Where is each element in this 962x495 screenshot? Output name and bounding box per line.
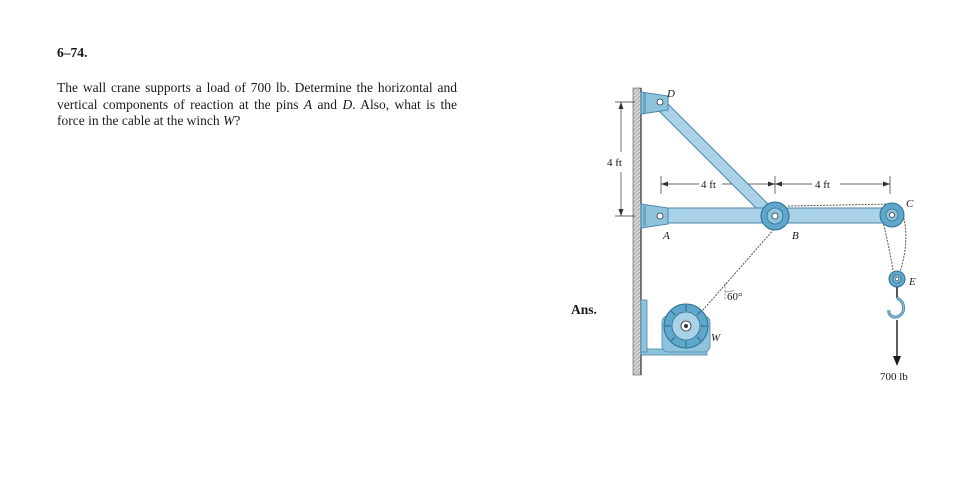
- point-e-label: E: [909, 276, 916, 288]
- horizontal-dimension-label-1: 4 ft: [701, 179, 716, 191]
- point-c-label: C: [906, 198, 914, 210]
- bracket-d: [641, 92, 668, 114]
- point-a-label: A: [663, 230, 670, 242]
- vertical-dimension-label: 4 ft: [607, 157, 622, 169]
- bracket-a: [641, 204, 668, 228]
- winch-label: W: [711, 332, 721, 344]
- pulley-e: [889, 271, 905, 298]
- winch-w-ref: W: [223, 113, 235, 129]
- pulley-c: [880, 203, 904, 227]
- winch: [641, 300, 710, 355]
- angle-label: 60°: [727, 291, 743, 303]
- problem-number: 6–74.: [57, 45, 88, 60]
- wall: [633, 88, 641, 375]
- point-d-label: D: [667, 88, 675, 100]
- load-arrow: [893, 320, 901, 366]
- problem-text-part: The wall crane supports a load of 700 lb. Determine the horizontal and vertical components of reaction at the pins: [57, 80, 457, 112]
- pulley-b: [761, 202, 789, 230]
- pin-d-ref: D: [342, 96, 353, 112]
- point-b-label: B: [792, 230, 799, 242]
- load-label: 700 lb: [880, 371, 908, 383]
- problem-text-part: ?: [234, 113, 241, 129]
- pin-a-ref: A: [303, 96, 313, 112]
- answer-label: Ans.: [571, 302, 597, 317]
- horizontal-dimension-label-2: 4 ft: [815, 179, 830, 191]
- diagonal-member-db: [652, 96, 782, 226]
- problem-text-part: . Also, what is the force in the cable at the winch: [57, 96, 457, 129]
- horizontal-dimension: [661, 176, 890, 194]
- hook-icon: [889, 298, 904, 317]
- problem-text-part: and: [312, 96, 343, 112]
